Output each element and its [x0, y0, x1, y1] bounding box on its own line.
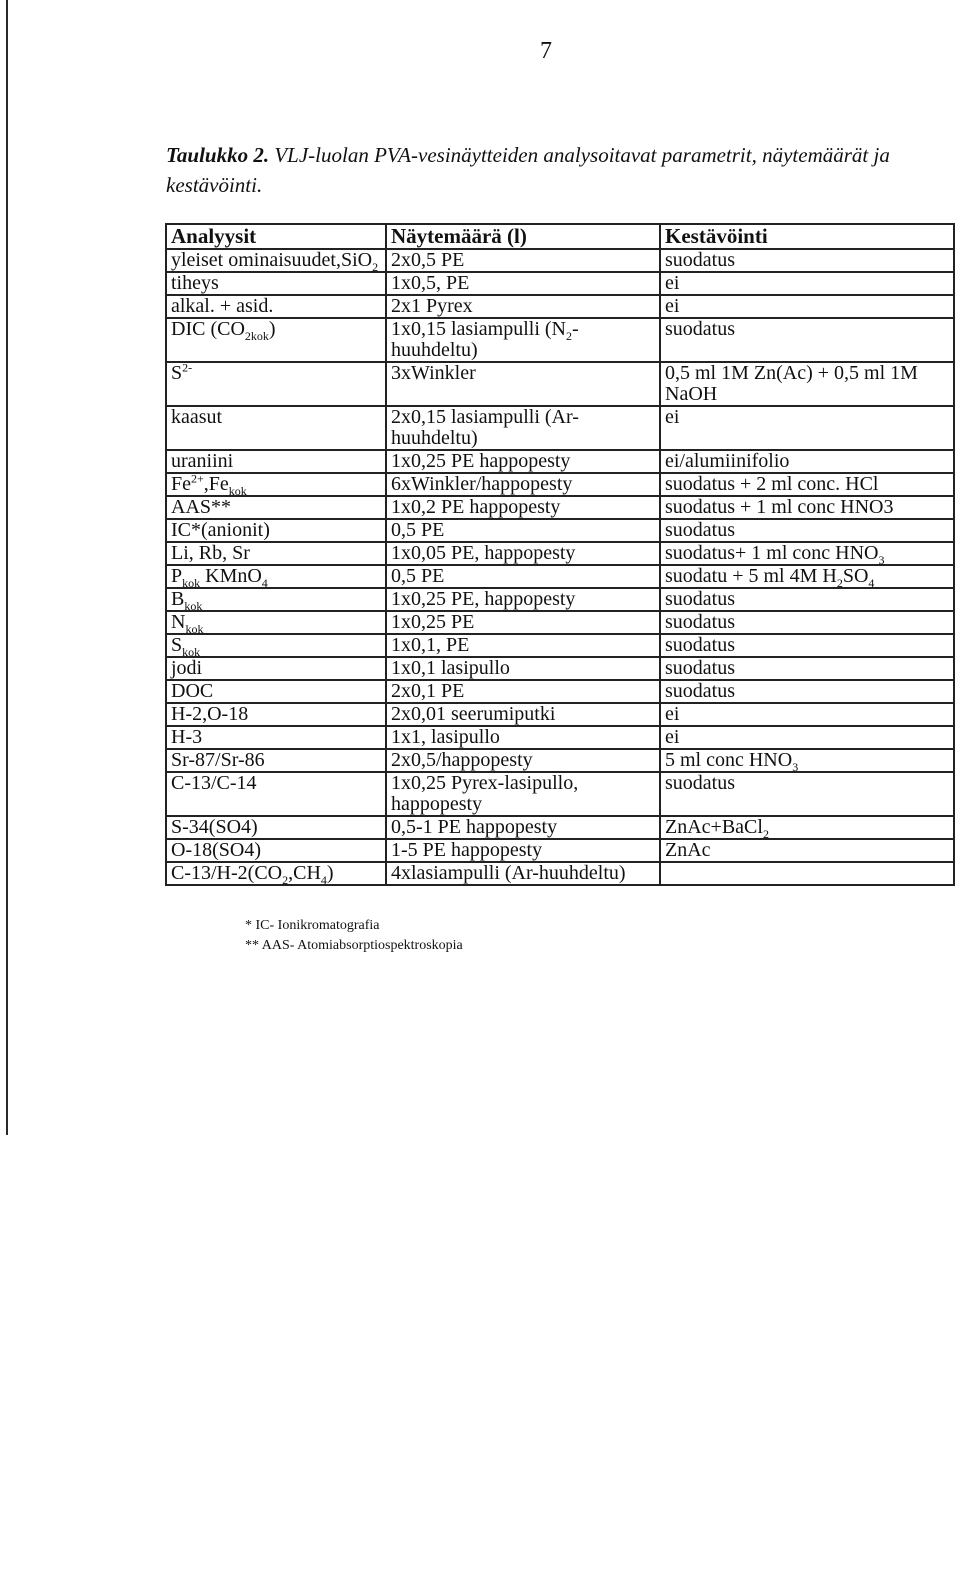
cell-preservation — [660, 749, 954, 772]
analysis-text: ,Fe — [203, 473, 229, 495]
preservation-text: 3 — [792, 760, 799, 774]
cell-sample-amount: 3xWinkler — [386, 362, 660, 406]
cell-analysis — [166, 272, 386, 295]
header-sample-amount: Näytemäärä (l) — [386, 224, 660, 249]
preservation-text: suodatus+ 1 ml conc HNO — [665, 542, 879, 564]
table-row — [166, 839, 954, 862]
analysis-text: Sr-87/Sr-86 — [171, 749, 265, 771]
footnote-aas: ** AAS- Atomiabsorptiospektroskopia — [245, 938, 463, 953]
cell-sample-amount: 1x0,25 PE — [386, 611, 660, 634]
analysis-text: kok — [182, 645, 201, 659]
cell-analysis — [166, 295, 386, 318]
table-row — [166, 726, 954, 749]
preservation-text: SO — [842, 565, 869, 587]
cell-sample-amount: 2x0,5 PE — [386, 249, 660, 272]
cell-sample-amount — [386, 318, 660, 362]
table-row — [166, 406, 954, 450]
analysis-text: yleiset ominaisuudet,SiO — [171, 249, 373, 271]
cell-preservation: suodatus + 2 ml conc. HCl — [660, 473, 954, 496]
cell-analysis — [166, 611, 386, 634]
table-row — [166, 634, 954, 657]
header-analyses: Analyysit — [166, 224, 386, 249]
cell-sample-amount: 1x0,25 PE happopesty — [386, 450, 660, 473]
analysis-text: alkal. + asid. — [171, 295, 274, 317]
analysis-text: 4 — [320, 873, 327, 887]
cell-analysis — [166, 519, 386, 542]
cell-sample-amount: 2x0,5/happopesty — [386, 749, 660, 772]
table-row — [166, 272, 954, 295]
cell-sample-amount: 6xWinkler/happopesty — [386, 473, 660, 496]
preservation-text: 2 — [762, 827, 769, 841]
cell-preservation: ei/alumiinifolio — [660, 450, 954, 473]
cell-preservation: suodatus — [660, 680, 954, 703]
preservation-text: 5 ml conc HNO — [665, 749, 793, 771]
analysis-text: 2+ — [191, 471, 204, 486]
cell-preservation: ei — [660, 272, 954, 295]
table-row — [166, 749, 954, 772]
preservation-text: 4 — [868, 576, 875, 590]
analysis-text: KMnO — [200, 565, 262, 587]
cell-analysis — [166, 749, 386, 772]
preservation-text: suodatu + 5 ml 4M H — [665, 565, 837, 587]
cell-preservation: ei — [660, 295, 954, 318]
cell-analysis — [166, 473, 386, 496]
cell-analysis — [166, 726, 386, 749]
cell-preservation: suodatus — [660, 519, 954, 542]
analysis-text: S-34(SO4) — [171, 816, 258, 838]
analysis-text: kok — [184, 599, 203, 613]
header-preservation: Kestävöinti — [660, 224, 954, 249]
cell-preservation: suodatus — [660, 588, 954, 611]
cell-sample-amount: 1x0,05 PE, happopesty — [386, 542, 660, 565]
table-row — [166, 657, 954, 680]
analysis-text: DIC (CO — [171, 318, 245, 340]
cell-sample-amount: 0,5-1 PE happopesty — [386, 816, 660, 839]
cell-analysis — [166, 362, 386, 406]
cell-analysis — [166, 634, 386, 657]
table-row — [166, 450, 954, 473]
analysis-text: AAS** — [171, 496, 232, 518]
analysis-text: uraniini — [171, 450, 234, 472]
cell-sample-amount: 1x0,1 lasipullo — [386, 657, 660, 680]
table-row — [166, 588, 954, 611]
cell-preservation — [660, 542, 954, 565]
cell-preservation — [660, 816, 954, 839]
table-row — [166, 362, 954, 406]
analysis-text: kaasut — [171, 406, 223, 428]
table-body — [166, 249, 954, 885]
analysis-text: 2kok — [244, 329, 269, 343]
cell-preservation: ei — [660, 703, 954, 726]
cell-preservation: 0,5 ml 1M Zn(Ac) + 0,5 ml 1M NaOH — [660, 362, 954, 406]
cell-sample-amount: 2x0,15 lasiampulli (Ar-huuhdeltu) — [386, 406, 660, 450]
analysis-text: H-3 — [171, 726, 203, 748]
table-row — [166, 473, 954, 496]
analysis-text: O-18(SO4) — [171, 839, 261, 861]
analysis-text: S — [171, 634, 183, 656]
cell-sample-amount: 1x0,5, PE — [386, 272, 660, 295]
analysis-text: S — [171, 362, 183, 384]
cell-sample-amount: 0,5 PE — [386, 565, 660, 588]
analysis-text: tiheys — [171, 272, 219, 294]
analysis-text: DOC — [171, 680, 214, 702]
cell-analysis — [166, 318, 386, 362]
cell-analysis — [166, 680, 386, 703]
analysis-text: Li, Rb, Sr — [171, 542, 250, 564]
analysis-text: kok — [228, 484, 247, 498]
caption-lead: Taulukko 2. — [166, 143, 270, 167]
analysis-text: C-13/H-2(CO — [171, 862, 283, 884]
analysis-text: kok — [182, 576, 201, 590]
table-row — [166, 318, 954, 362]
table-row — [166, 519, 954, 542]
cell-preservation: suodatus — [660, 657, 954, 680]
table-row — [166, 249, 954, 272]
table-row — [166, 496, 954, 519]
table-row — [166, 611, 954, 634]
table-row — [166, 295, 954, 318]
cell-analysis — [166, 703, 386, 726]
cell-sample-amount: 1x0,25 Pyrex-lasipullo, happopesty — [386, 772, 660, 816]
cell-sample-amount: 1-5 PE happopesty — [386, 839, 660, 862]
analysis-text: N — [171, 611, 186, 633]
table-row — [166, 772, 954, 816]
cell-sample-amount: 1x0,2 PE happopesty — [386, 496, 660, 519]
preservation-text: 3 — [878, 553, 885, 567]
amount-text: -huuhdeltu) — [391, 318, 579, 361]
analysis-text: B — [171, 588, 185, 610]
analysis-text: C-13/C-14 — [171, 772, 257, 794]
analysis-text: 2 — [282, 873, 289, 887]
amount-text: 1x0,15 lasiampulli (N — [391, 318, 566, 340]
cell-sample-amount: 2x1 Pyrex — [386, 295, 660, 318]
table-row — [166, 542, 954, 565]
table-row — [166, 680, 954, 703]
analysis-text: IC*(anionit) — [171, 519, 270, 541]
cell-analysis — [166, 542, 386, 565]
cell-sample-amount: 4xlasiampulli (Ar-huuhdeltu) — [386, 862, 660, 885]
analysis-text: ,CH — [288, 862, 321, 884]
analysis-text: P — [171, 565, 183, 587]
cell-preservation: ei — [660, 406, 954, 450]
cell-preservation: suodatus — [660, 318, 954, 362]
analysis-text: kok — [185, 622, 204, 636]
table-row — [166, 703, 954, 726]
cell-analysis — [166, 772, 386, 816]
cell-sample-amount: 1x0,1, PE — [386, 634, 660, 657]
cell-analysis — [166, 450, 386, 473]
cell-preservation: suodatus — [660, 772, 954, 816]
table-row — [166, 565, 954, 588]
cell-analysis — [166, 496, 386, 519]
analysis-text: 4 — [261, 576, 268, 590]
cell-analysis — [166, 249, 386, 272]
table-row — [166, 816, 954, 839]
page-number: 7 — [540, 38, 552, 64]
left-margin-rule — [6, 0, 8, 1135]
preservation-text: ZnAc+BaCl — [665, 816, 763, 838]
table-caption — [166, 140, 956, 200]
analysis-text: Fe — [171, 473, 191, 495]
analysis-text: 2 — [372, 260, 379, 274]
analysis-text: 2- — [182, 360, 193, 375]
cell-preservation: ei — [660, 726, 954, 749]
cell-sample-amount: 1x0,25 PE, happopesty — [386, 588, 660, 611]
analysis-text: H-2,O-18 — [171, 703, 249, 725]
cell-analysis — [166, 565, 386, 588]
table-header-row — [166, 224, 954, 249]
cell-sample-amount: 2x0,1 PE — [386, 680, 660, 703]
table-row — [166, 862, 954, 885]
preservation-text: 2 — [836, 576, 843, 590]
cell-preservation: suodatus + 1 ml conc HNO3 — [660, 496, 954, 519]
analysis-text: jodi — [171, 657, 203, 679]
cell-analysis — [166, 862, 386, 885]
cell-preservation: suodatus — [660, 249, 954, 272]
cell-analysis — [166, 588, 386, 611]
caption-text: VLJ-luolan PVA-vesinäytteiden analysoitavat parametrit, näytemäärät ja kestävöinti. — [166, 143, 890, 197]
cell-preservation: ZnAc — [660, 839, 954, 862]
cell-analysis — [166, 406, 386, 450]
footnote-ic: * IC- Ionikromatografia — [245, 918, 380, 933]
cell-preservation: suodatus — [660, 611, 954, 634]
cell-analysis — [166, 657, 386, 680]
cell-sample-amount: 0,5 PE — [386, 519, 660, 542]
cell-preservation: suodatus — [660, 634, 954, 657]
cell-preservation — [660, 565, 954, 588]
analysis-text: ) — [268, 318, 276, 340]
footnotes — [245, 916, 463, 956]
cell-sample-amount: 2x0,01 seerumiputki — [386, 703, 660, 726]
analysis-text: ) — [326, 862, 334, 884]
cell-preservation — [660, 862, 954, 885]
cell-analysis — [166, 816, 386, 839]
amount-text: 2 — [565, 329, 572, 343]
analysis-table — [165, 223, 955, 886]
cell-analysis — [166, 839, 386, 862]
cell-sample-amount: 1x1, lasipullo — [386, 726, 660, 749]
